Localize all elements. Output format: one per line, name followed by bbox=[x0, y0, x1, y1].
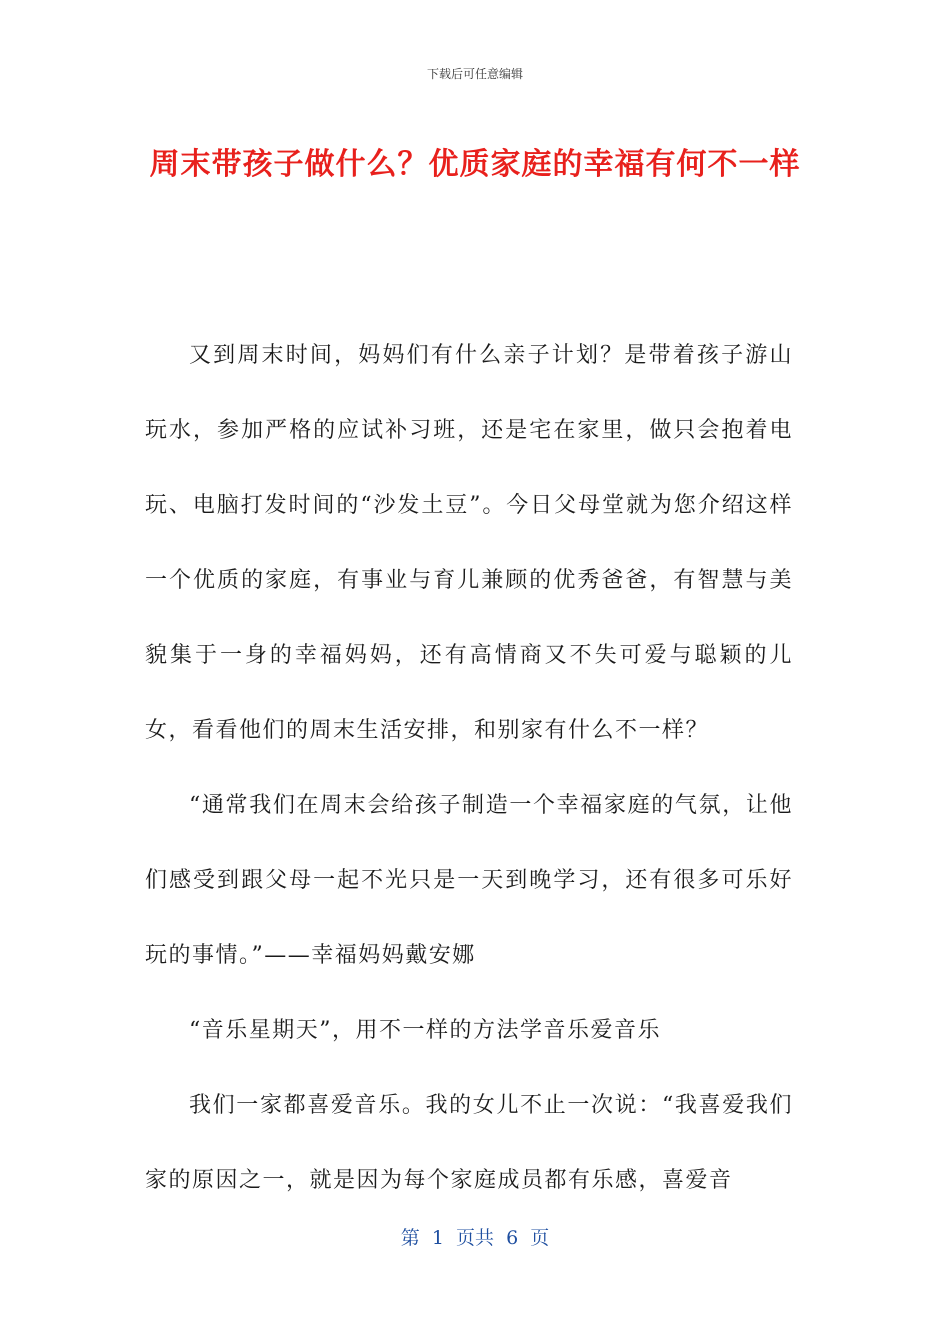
page-header-note: 下载后可任意编辑 bbox=[426, 67, 523, 81]
paragraph-intro: 又到周末时间，妈妈们有什么亲子计划？是带着孩子游山玩水，参加严格的应试补习班，还是宅在家里，做只会抱着电玩、电脑打发时间的“沙发土豆”。今日父母堂就为您介绍这样一个优质的家庭，有事业与育儿兼顾的优秀爸爸，有智慧与美貌集于一身的幸福妈妈，还有高情商又不失可爱与聪颖的儿女，看看他们的周末生活安排，和别家有什么不一样？ bbox=[145, 343, 793, 743]
paragraph-quote: “通常我们在周末会给孩子制造一个幸福家庭的气氛，让他们感受到跟父母一起不光只是一天到晚学习，还有很多可乐好玩的事情。”——幸福妈妈戴安娜 bbox=[145, 793, 793, 968]
page-number: 第 1 页共 6 页 bbox=[400, 1227, 550, 1249]
paragraph-subheading: “音乐星期天”，用不一样的方法学音乐爱音乐 bbox=[189, 1018, 661, 1043]
document-body bbox=[145, 318, 793, 1218]
document-title: 周末带孩子做什么？优质家庭的幸福有何不一样 bbox=[149, 147, 801, 182]
paragraph-music: 我们一家都喜爱音乐。我的女儿不止一次说：“我喜爱我们家的原因之一，就是因为每个家庭成员都有乐感，喜爱音 bbox=[145, 1093, 793, 1193]
